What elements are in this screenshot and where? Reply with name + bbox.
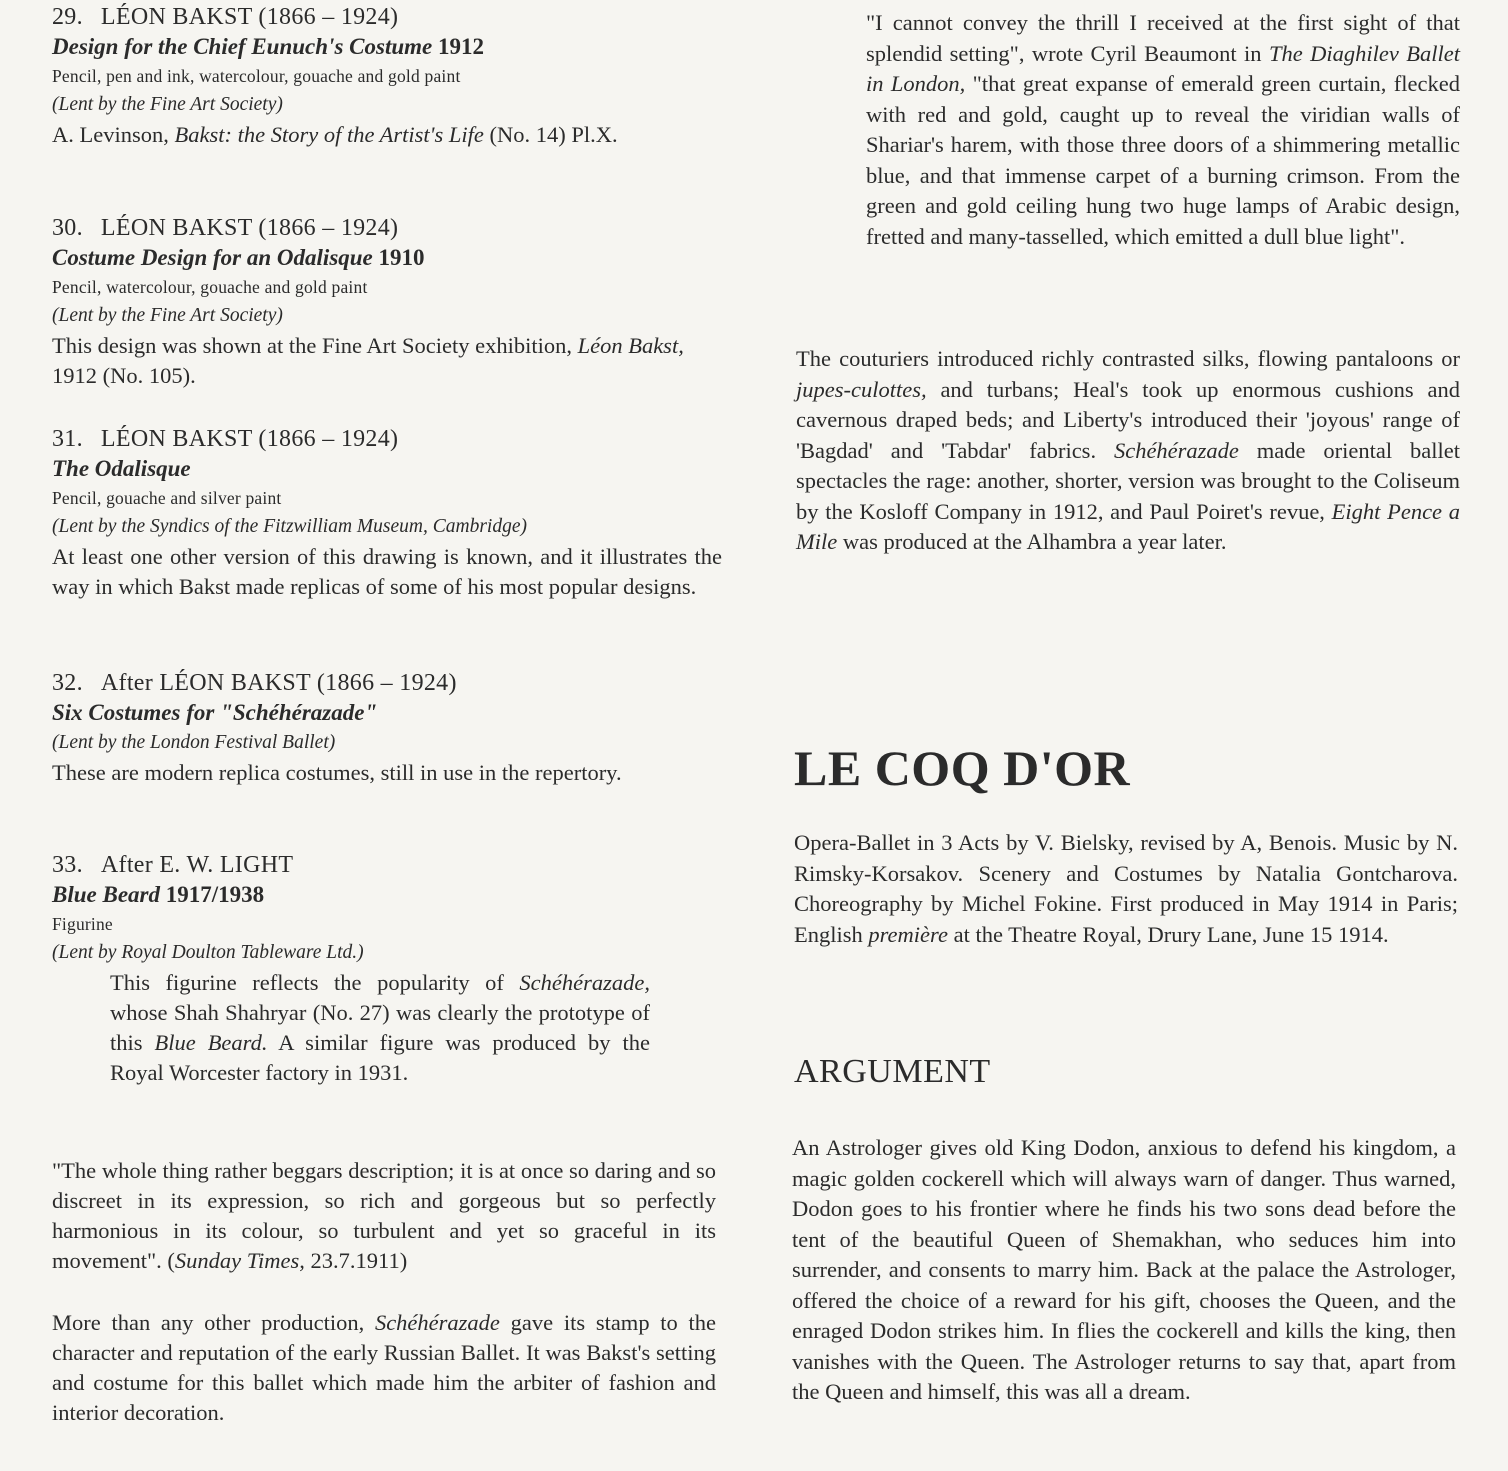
entry-title-line <box>52 32 722 62</box>
entry-year: 1910 <box>378 245 425 270</box>
entry-heading <box>52 850 722 880</box>
entry-medium: Figurine <box>52 914 113 934</box>
entry-title-line <box>52 243 722 273</box>
quote-text: "The whole thing rather beggars description; it is at once so daring and so discreet in its expression, so rich and gorgeous but so perfectly harmonious in its colour, so turbulent and yet so graceful in its movement". ( <box>52 1158 716 1273</box>
entry-lender: (Lent by the Fine Art Society) <box>52 305 283 326</box>
entry-description <box>110 968 650 1088</box>
para-text: More than any other production, <box>52 1310 375 1335</box>
couturiers-paragraph <box>796 344 1460 558</box>
catalogue-entry-29 <box>52 2 722 150</box>
quote-date: 23.7.1911) <box>304 1248 408 1273</box>
desc-text: A. Levinson, <box>52 122 175 147</box>
entry-title: Blue Beard <box>52 882 160 907</box>
entry-title: The Odalisque <box>52 456 191 481</box>
entry-artist: LÉON BAKST (1866 – 1924) <box>100 426 399 452</box>
entry-heading <box>52 424 722 454</box>
desc-text: (No. 14) Pl.X. <box>483 122 618 147</box>
argument-heading: ARGUMENT <box>794 1053 991 1090</box>
entry-medium: Pencil, watercolour, gouache and gold paint <box>52 277 368 297</box>
entry-year: 1912 <box>437 34 484 59</box>
para-text: was produced at the Alhambra a year later. <box>837 529 1227 554</box>
beaumont-quote <box>866 8 1460 252</box>
entry-heading <box>52 668 722 698</box>
desc-text: This design was shown at the Fine Art Society exhibition, <box>52 333 578 358</box>
entry-description: At least one other version of this drawing is known, and it illustrates the way in which Bakst made replicas of some of his most popular designs. <box>52 544 722 599</box>
ballet-intro <box>794 828 1458 950</box>
section-title: LE COQ D'OR <box>794 740 1131 796</box>
entry-lender: (Lent by the Syndics of the Fitzwilliam Museum, Cambridge) <box>52 516 527 537</box>
entry-description <box>52 331 722 391</box>
intro-text: Opera-Ballet in 3 Acts by V. Bielsky, revised by A, Benois. Music by N. Rimsky-Korsakov. Scenery and Costumes by Natalia Gontcharova. Choreography by Michel Fokine. First produced in May 1914 in Paris; English <box>794 830 1458 947</box>
desc-italic: Blue Beard. <box>154 1030 268 1055</box>
entry-heading <box>52 2 722 32</box>
catalogue-entry-32 <box>52 668 722 788</box>
entry-number: 32. <box>52 670 83 696</box>
entry-year: 1917/1938 <box>165 882 265 907</box>
entry-medium: Pencil, pen and ink, watercolour, gouache and gold paint <box>52 66 461 86</box>
quote-text: "I cannot convey the thrill I received at the first sight of that splendid setting", wrote Cyril Beaumont in <box>866 10 1460 66</box>
para-italic: Schéhérazade <box>374 1310 500 1335</box>
catalogue-entry-33 <box>52 850 722 1088</box>
entry-lender: (Lent by the London Festival Ballet) <box>52 732 336 753</box>
catalogue-entry-31 <box>52 424 722 602</box>
entry-lender: (Lent by the Fine Art Society) <box>52 94 283 115</box>
argument-text: An Astrologer gives old King Dodon, anxious to defend his kingdom, a magic golden cockerell which will always warn of danger. Thus warned, Dodon goes to his frontier where he finds his two sons dead before the tent of the beautiful Queen of Shemakhan, who seduces him into surrender, and consents to marry him. Back at the palace the Astrologer, offered the choice of a reward for his gift, chooses the Queen, and the enraged Dodon strikes him. In flies the cockerell and kills the king, then vanishes with the Queen. The Astrologer returns to say that, apart from the Queen and himself, this was all a dream. <box>792 1135 1456 1404</box>
para-italic: Eight Pence a Mile <box>796 498 1461 554</box>
entry-description <box>52 120 722 150</box>
desc-italic: Schéhérazade, <box>519 970 650 995</box>
entry-artist: After LÉON BAKST (1866 – 1924) <box>100 670 457 696</box>
entry-medium: Pencil, gouache and silver paint <box>52 488 282 508</box>
entry-title: Six Costumes for "Schéhérazade" <box>52 700 378 725</box>
press-quote <box>52 1156 716 1276</box>
entry-lender: (Lent by Royal Doulton Tableware Ltd.) <box>52 942 364 963</box>
entry-title-line <box>52 880 722 910</box>
entry-artist: After E. W. LIGHT <box>100 852 294 878</box>
body-paragraph <box>52 1308 716 1428</box>
entry-description: These are modern replica costumes, still in use in the repertory. <box>52 760 622 785</box>
desc-italic: Léon Bakst, <box>577 333 684 358</box>
intro-text: at the Theatre Royal, Drury Lane, June 15 1914. <box>947 921 1389 947</box>
desc-italic: Bakst: the Story of the Artist's Life <box>174 122 484 147</box>
para-text: gave its stamp to the character and reputation of the early Russian Ballet. It was Bakst's setting and costume for this ballet which made him the arbiter of fashion and interior decoration. <box>52 1310 717 1425</box>
entry-title: Design for the Chief Eunuch's Costume <box>52 34 433 59</box>
para-italic: Schéhérazade <box>1113 437 1239 463</box>
intro-italic: première <box>868 921 948 947</box>
desc-text: whose Shah Shahryar (No. 27) was clearly the prototype of this <box>110 1000 650 1055</box>
entry-number: 30. <box>52 215 83 241</box>
quote-book-title: The Diaghilev Ballet in London, <box>866 40 1460 96</box>
desc-text: 1912 (No. 105). <box>52 363 196 388</box>
quote-text: "that great expanse of emerald green curtain, flecked with red and gold, caught up to reveal the viridian walls of Shariar's harem, with those three doors of a shimmering metallic blue, and that immense carpet of a burning crimson. From the green and gold ceiling hung two huge lamps of Arabic design, fretted and many-tasselled, which emitted a dull blue light". <box>866 71 1460 249</box>
entry-number: 29. <box>52 4 83 30</box>
entry-heading <box>52 213 722 243</box>
para-italic: jupes-culottes, <box>796 376 927 402</box>
quote-source: Sunday Times, <box>174 1248 305 1273</box>
para-text: and turbans; Heal's took up enormous cushions and cavernous draped beds; and Liberty's introduced their 'joyous' range of 'Bagdad' and 'Tabdar' fabrics. <box>796 376 1460 463</box>
desc-text: This figurine reflects the popularity of <box>110 970 520 995</box>
entry-title: Costume Design for an Odalisque <box>52 245 373 270</box>
entry-number: 33. <box>52 852 83 878</box>
para-text: made oriental ballet spectacles the rage: another, shorter, version was brought to the Coliseum by the Kosloff Company in 1912, and Paul Poiret's revue, <box>796 437 1460 524</box>
entry-artist: LÉON BAKST (1866 – 1924) <box>100 215 399 241</box>
desc-text: A similar figure was produced by the Royal Worcester factory in 1931. <box>110 1030 650 1085</box>
entry-artist: LÉON BAKST (1866 – 1924) <box>100 4 399 30</box>
catalogue-entry-30 <box>52 213 722 391</box>
para-text: The couturiers introduced richly contrasted silks, flowing pantaloons or <box>796 346 1460 371</box>
entry-number: 31. <box>52 426 83 452</box>
